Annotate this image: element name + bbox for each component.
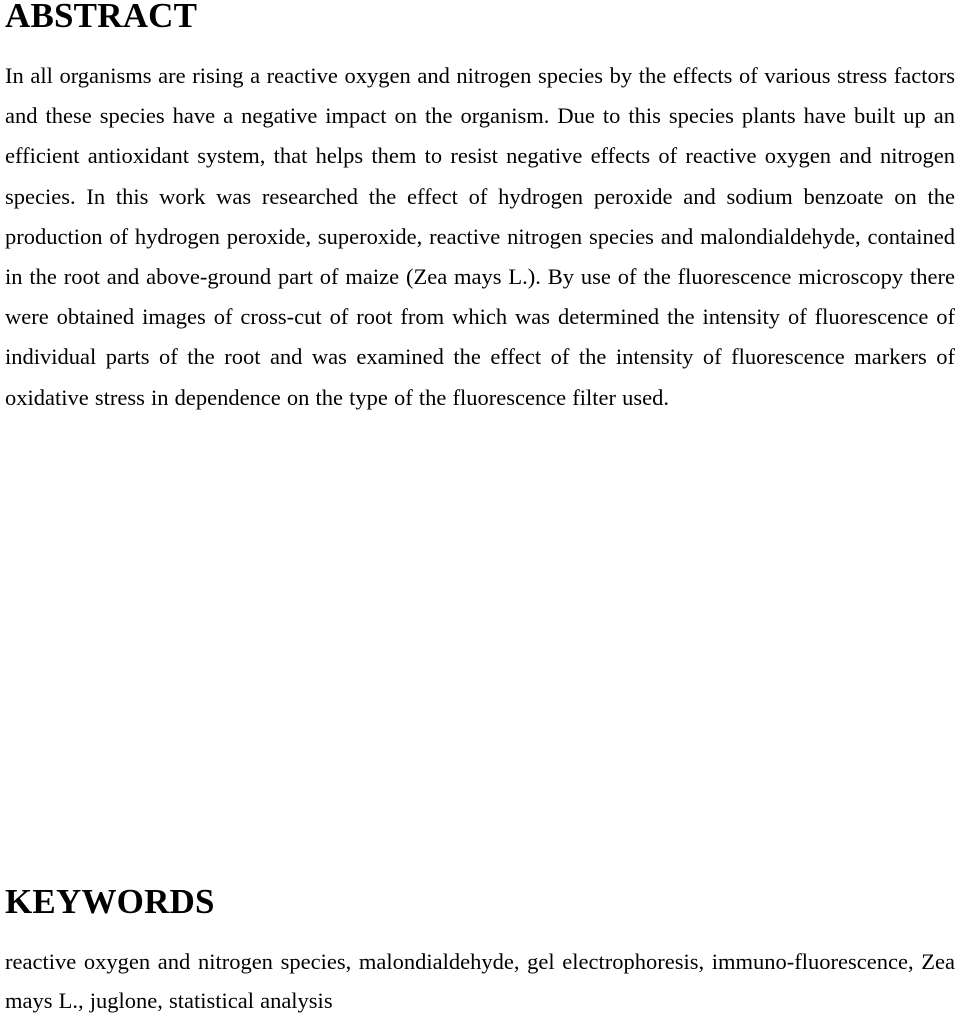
- abstract-heading: ABSTRACT: [5, 0, 198, 35]
- keywords-text: reactive oxygen and nitrogen species, malondialdehyde, gel electrophoresis, immuno-fluorescence, Zea mays L., juglone, statistical analysis: [5, 949, 955, 1013]
- keywords-heading: KEYWORDS: [5, 882, 215, 921]
- abstract-text: In all organisms are rising a reactive oxygen and nitrogen species by the effects of various stress factors and these species have a negative impact on the organism. Due to this species plants have built up an efficient antioxidant system, that helps them to resist negative effects of reactive oxygen and nitrogen species. In this work was researched the effect of hydrogen peroxide and sodium benzoate on the production of hydrogen peroxide, superoxide, reactive nitrogen species and malondialdehyde, contained in the root and above-ground part of maize (Zea mays L.). By use of the fluorescence microscopy there were obtained images of cross-cut of root from which was determined the intensity of fluorescence of individual parts of the root and was examined the effect of the intensity of fluorescence markers of oxidative stress in dependence on the type of the fluorescence filter used.: [5, 63, 955, 410]
